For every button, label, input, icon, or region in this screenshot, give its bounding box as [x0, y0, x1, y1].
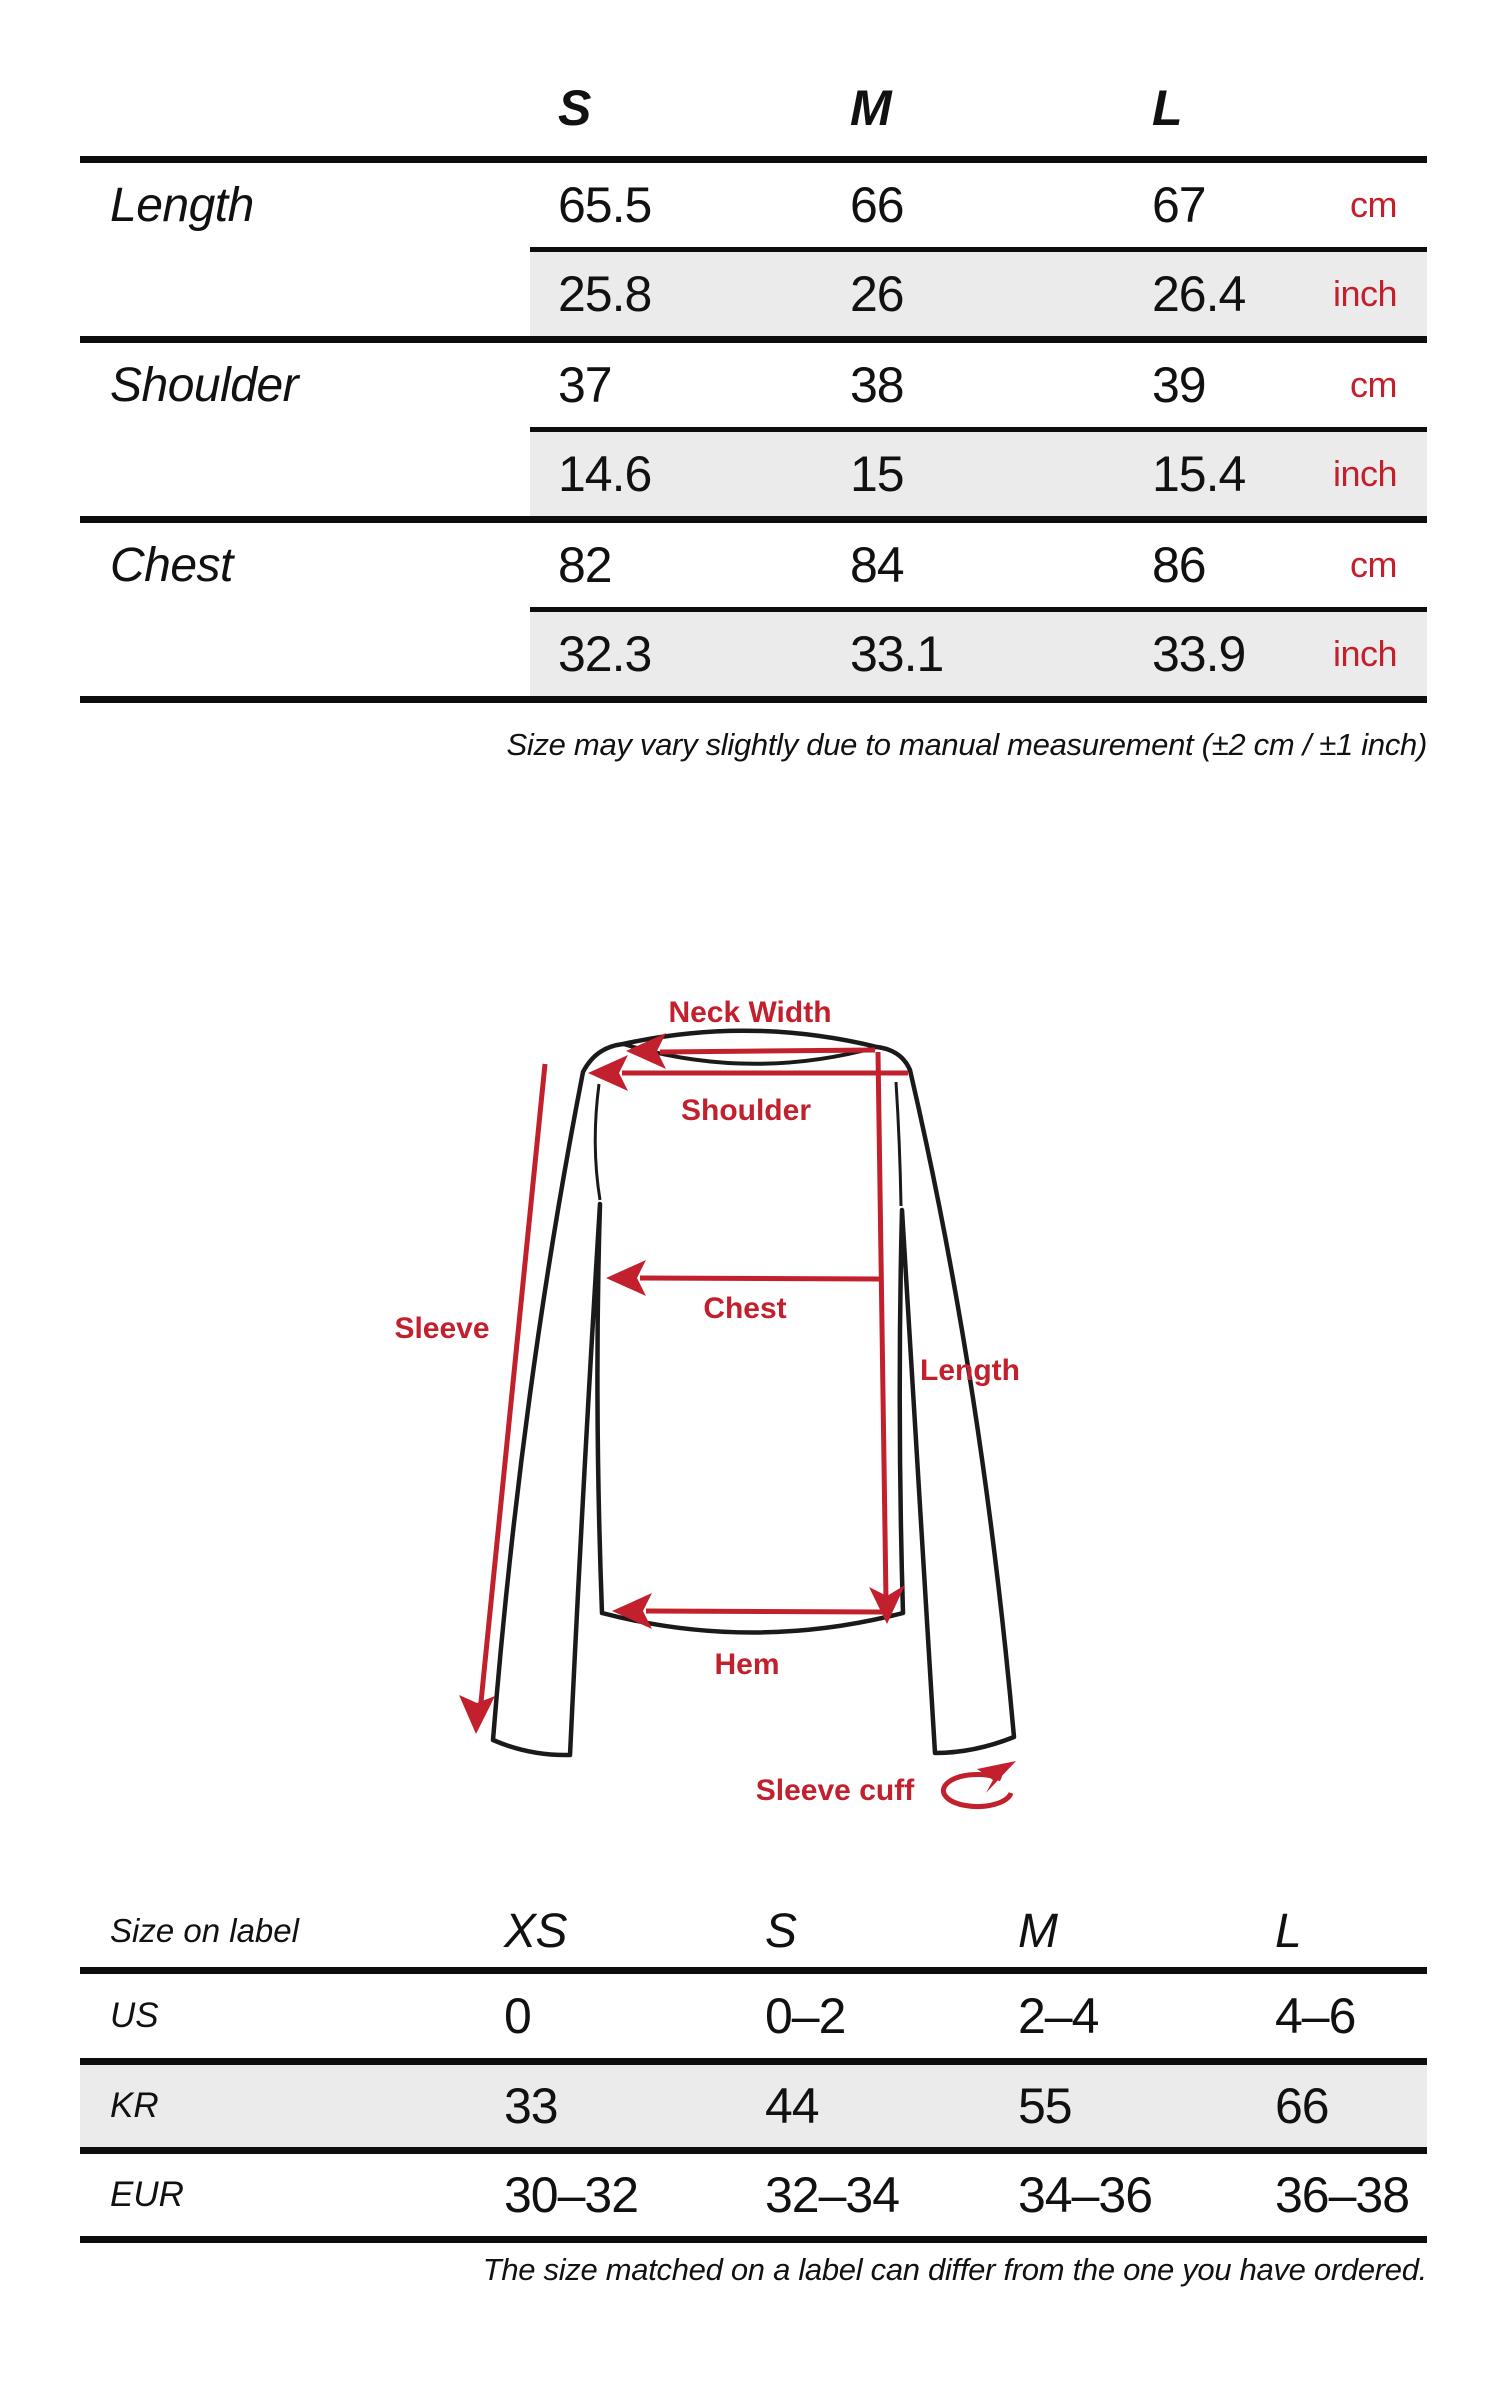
- shoulder-cm-s: 37: [558, 357, 612, 413]
- chest-cm-m: 84: [850, 537, 904, 593]
- measurement-group-chest: [80, 523, 1427, 703]
- length-inch-s: 25.8: [558, 266, 652, 322]
- chest-cm-s: 82: [558, 537, 612, 593]
- sleeve-label: Sleeve: [394, 1312, 490, 1345]
- chest-inch-m: 33.1: [850, 626, 944, 682]
- sleeve-cuff-swirl-arrow: [943, 1775, 1011, 1807]
- length-inch-l: 26.4: [1152, 266, 1246, 322]
- neck-width-label: Neck Width: [668, 996, 832, 1029]
- shoulder-inch-l: 15.4: [1152, 446, 1246, 502]
- shoulder-inch-band: [530, 427, 1427, 516]
- chest-inch-l: 33.9: [1152, 626, 1246, 682]
- shoulder-cm-m: 38: [850, 357, 904, 413]
- unit-cm-label: cm: [1350, 544, 1397, 585]
- length-inch-band: [530, 247, 1427, 336]
- row-label-length: Length: [110, 178, 254, 232]
- length-cm-l: 67: [1152, 177, 1206, 233]
- row-label-chest: Chest: [110, 538, 233, 592]
- chest-inch-band: [530, 607, 1427, 696]
- garment-measurement-diagram: [230, 950, 1130, 1850]
- size-col-xs: XS: [504, 1904, 568, 1958]
- row-spacer: [80, 427, 530, 516]
- size-conversion-table: [80, 1895, 1427, 2243]
- unit-inch-label: inch: [1332, 273, 1397, 314]
- kr-size-row: [80, 2065, 1427, 2154]
- hem-arrow-line: [646, 1611, 882, 1612]
- column-header-l: L: [1152, 80, 1182, 136]
- sleeve-cuff-label: Sleeve cuff: [755, 1774, 915, 1807]
- kr-xs: 33: [504, 2078, 558, 2134]
- unit-cm-label: cm: [1350, 184, 1397, 225]
- row-spacer: [80, 607, 530, 696]
- length-cm-m: 66: [850, 177, 904, 233]
- us-m: 2–4: [1018, 1988, 1099, 2044]
- us-l: 4–6: [1275, 1988, 1356, 2044]
- kr-l: 66: [1275, 2078, 1329, 2134]
- row-label-kr: KR: [110, 2086, 159, 2125]
- us-s: 0–2: [765, 1988, 846, 2044]
- unit-inch-label: inch: [1332, 453, 1397, 494]
- column-header-m: M: [850, 80, 891, 136]
- measurement-note: Size may vary slightly due to manual measurement (±2 cm / ±1 inch): [506, 727, 1427, 762]
- kr-m: 55: [1018, 2078, 1072, 2134]
- shoulder-inch-row: [80, 427, 1427, 516]
- size-on-label-header: Size on label: [110, 1912, 299, 1949]
- measurement-table-header: [80, 60, 1427, 163]
- neck-width-arrow-line: [660, 1050, 875, 1052]
- chest-inch-row: [80, 607, 1427, 696]
- shoulder-cm-l: 39: [1152, 357, 1206, 413]
- garment-outline: [493, 1031, 1014, 1755]
- eur-size-row: [80, 2154, 1427, 2243]
- chest-cm-l: 86: [1152, 537, 1206, 593]
- length-inch-row: [80, 247, 1427, 336]
- size-table-note: The size matched on a label can differ from the one you have ordered.: [482, 2252, 1427, 2287]
- kr-s: 44: [765, 2078, 819, 2134]
- shoulder-label: Shoulder: [680, 1094, 812, 1127]
- size-table-header: [80, 1895, 1427, 1974]
- measurement-table: [80, 60, 1427, 703]
- chest-cm-row: [80, 523, 1427, 607]
- unit-cm-label: cm: [1350, 364, 1397, 405]
- unit-inch-label: inch: [1332, 633, 1397, 674]
- sleeve-arrowhead: [459, 1695, 495, 1734]
- shoulder-inch-s: 14.6: [558, 446, 652, 502]
- chest-inch-s: 32.3: [558, 626, 652, 682]
- eur-m: 34–36: [1018, 2167, 1153, 2223]
- column-header-s: S: [558, 80, 591, 136]
- hem-label: Hem: [714, 1648, 780, 1681]
- size-col-l: L: [1275, 1904, 1302, 1958]
- length-inch-m: 26: [850, 266, 904, 322]
- measurement-group-length: [80, 163, 1427, 343]
- eur-s: 32–34: [765, 2167, 900, 2223]
- eur-l: 36–38: [1275, 2167, 1410, 2223]
- us-xs: 0: [504, 1988, 531, 2044]
- chest-label: Chest: [703, 1292, 787, 1325]
- length-label: Length: [920, 1354, 1020, 1387]
- row-spacer: [80, 247, 530, 336]
- measurement-group-shoulder: [80, 343, 1427, 523]
- shoulder-cm-row: [80, 343, 1427, 427]
- row-label-eur: EUR: [110, 2175, 184, 2214]
- row-label-shoulder: Shoulder: [110, 358, 299, 412]
- length-cm-row: [80, 163, 1427, 247]
- us-size-row: [80, 1974, 1427, 2065]
- eur-xs: 30–32: [504, 2167, 639, 2223]
- size-col-s: S: [765, 1904, 797, 1958]
- chest-arrow-line: [640, 1278, 879, 1279]
- row-label-us: US: [110, 1996, 159, 2035]
- shoulder-inch-m: 15: [850, 446, 904, 502]
- length-cm-s: 65.5: [558, 177, 652, 233]
- size-col-m: M: [1018, 1904, 1058, 1958]
